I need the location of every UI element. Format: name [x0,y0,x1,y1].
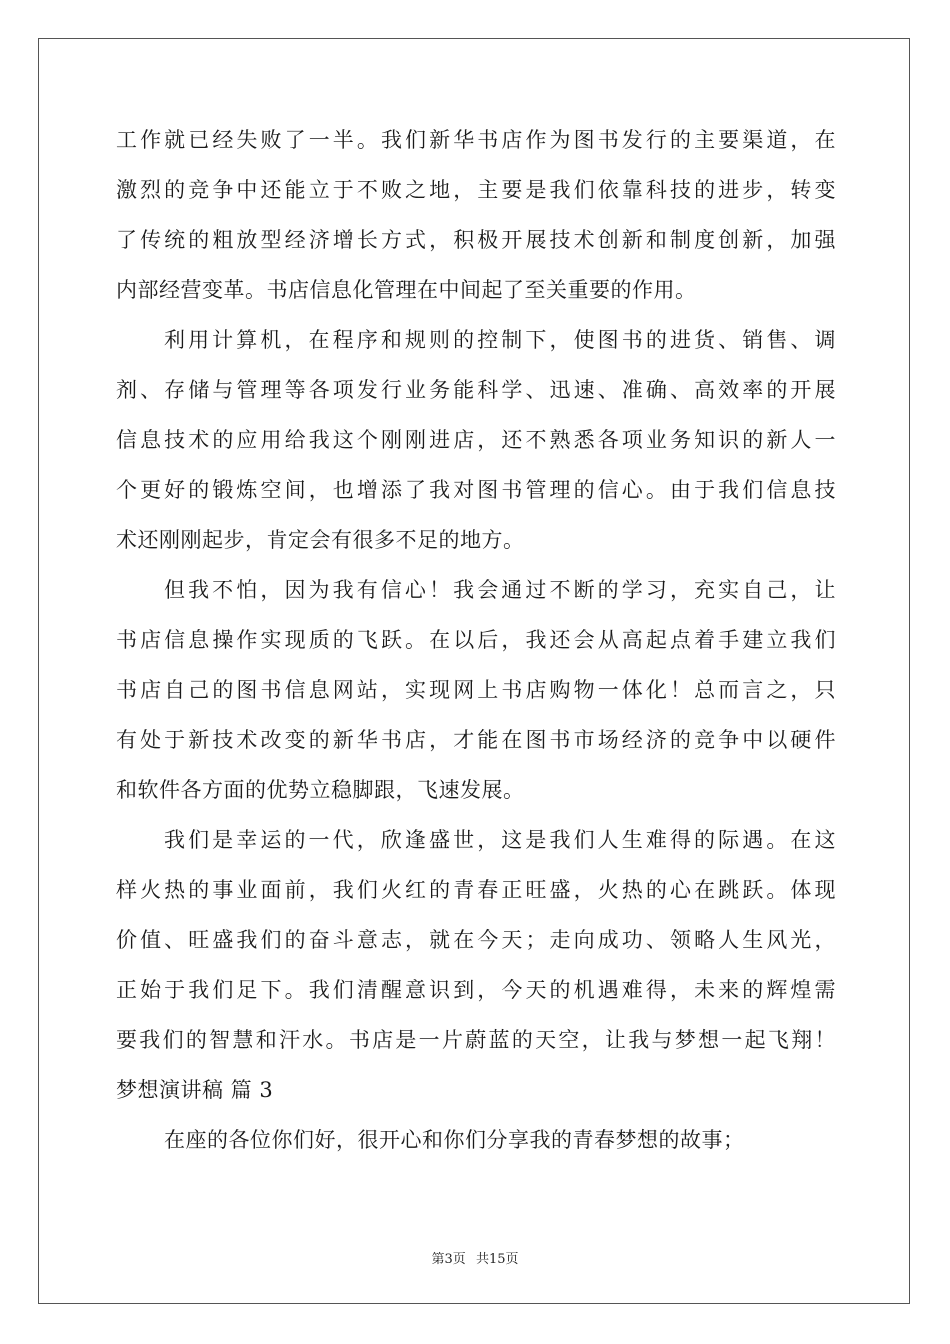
text-line: 和软件各方面的优势立稳脚跟，飞速发展。 [116,778,525,802]
text-line: 我们是幸运的一代，欣逢盛世，这是我们人生难得的际遇。在这 [164,828,836,852]
text-line: 信息技术的应用给我这个刚刚进店，还不熟悉各项业务知识的新人一 [116,428,836,452]
text-line: 在座的各位你们好，很开心和你们分享我的青春梦想的故事； [164,1128,745,1152]
text-line: 样火热的事业面前，我们火红的青春正旺盛，火热的心在跳跃。体现 [116,878,836,902]
text-line: 了传统的粗放型经济增长方式，积极开展技术创新和制度创新，加强 [116,228,836,252]
page-number: 第3页 [431,1252,466,1267]
text-line: 内部经营变革。书店信息化管理在中间起了至关重要的作用。 [116,278,697,302]
page-footer [0,1248,950,1267]
document-body [116,127,836,1177]
text-line: 正始于我们足下。我们清醒意识到，今天的机遇难得，未来的辉煌需 [116,978,836,1002]
section-heading: 梦想演讲稿 篇 3 [116,1078,274,1102]
text-line: 利用计算机，在程序和规则的控制下，使图书的进货、销售、调 [164,328,836,352]
text-line: 个更好的锻炼空间，也增添了我对图书管理的信心。由于我们信息技 [116,478,836,502]
text-line: 有处于新技术改变的新华书店，才能在图书市场经济的竞争中以硬件 [116,728,836,752]
page-total: 共15页 [475,1252,519,1267]
text-line: 要我们的智慧和汗水。书店是一片蔚蓝的天空，让我与梦想一起飞翔！ [116,1028,836,1052]
text-line: 书店信息操作实现质的飞跃。在以后，我还会从高起点着手建立我们 [116,628,836,652]
text-line: 但我不怕，因为我有信心！我会通过不断的学习，充实自己，让 [164,578,836,602]
text-line: 剂、存储与管理等各项发行业务能科学、迅速、准确、高效率的开展 [116,378,836,402]
text-line: 工作就已经失败了一半。我们新华书店作为图书发行的主要渠道，在 [116,128,836,152]
text-line: 激烈的竞争中还能立于不败之地，主要是我们依靠科技的进步，转变 [116,178,836,202]
text-line: 价值、旺盛我们的奋斗意志，就在今天；走向成功、领略人生风光， [116,928,836,952]
text-line: 术还刚刚起步，肯定会有很多不足的地方。 [116,528,525,552]
text-line: 书店自己的图书信息网站，实现网上书店购物一体化！总而言之，只 [116,678,836,702]
